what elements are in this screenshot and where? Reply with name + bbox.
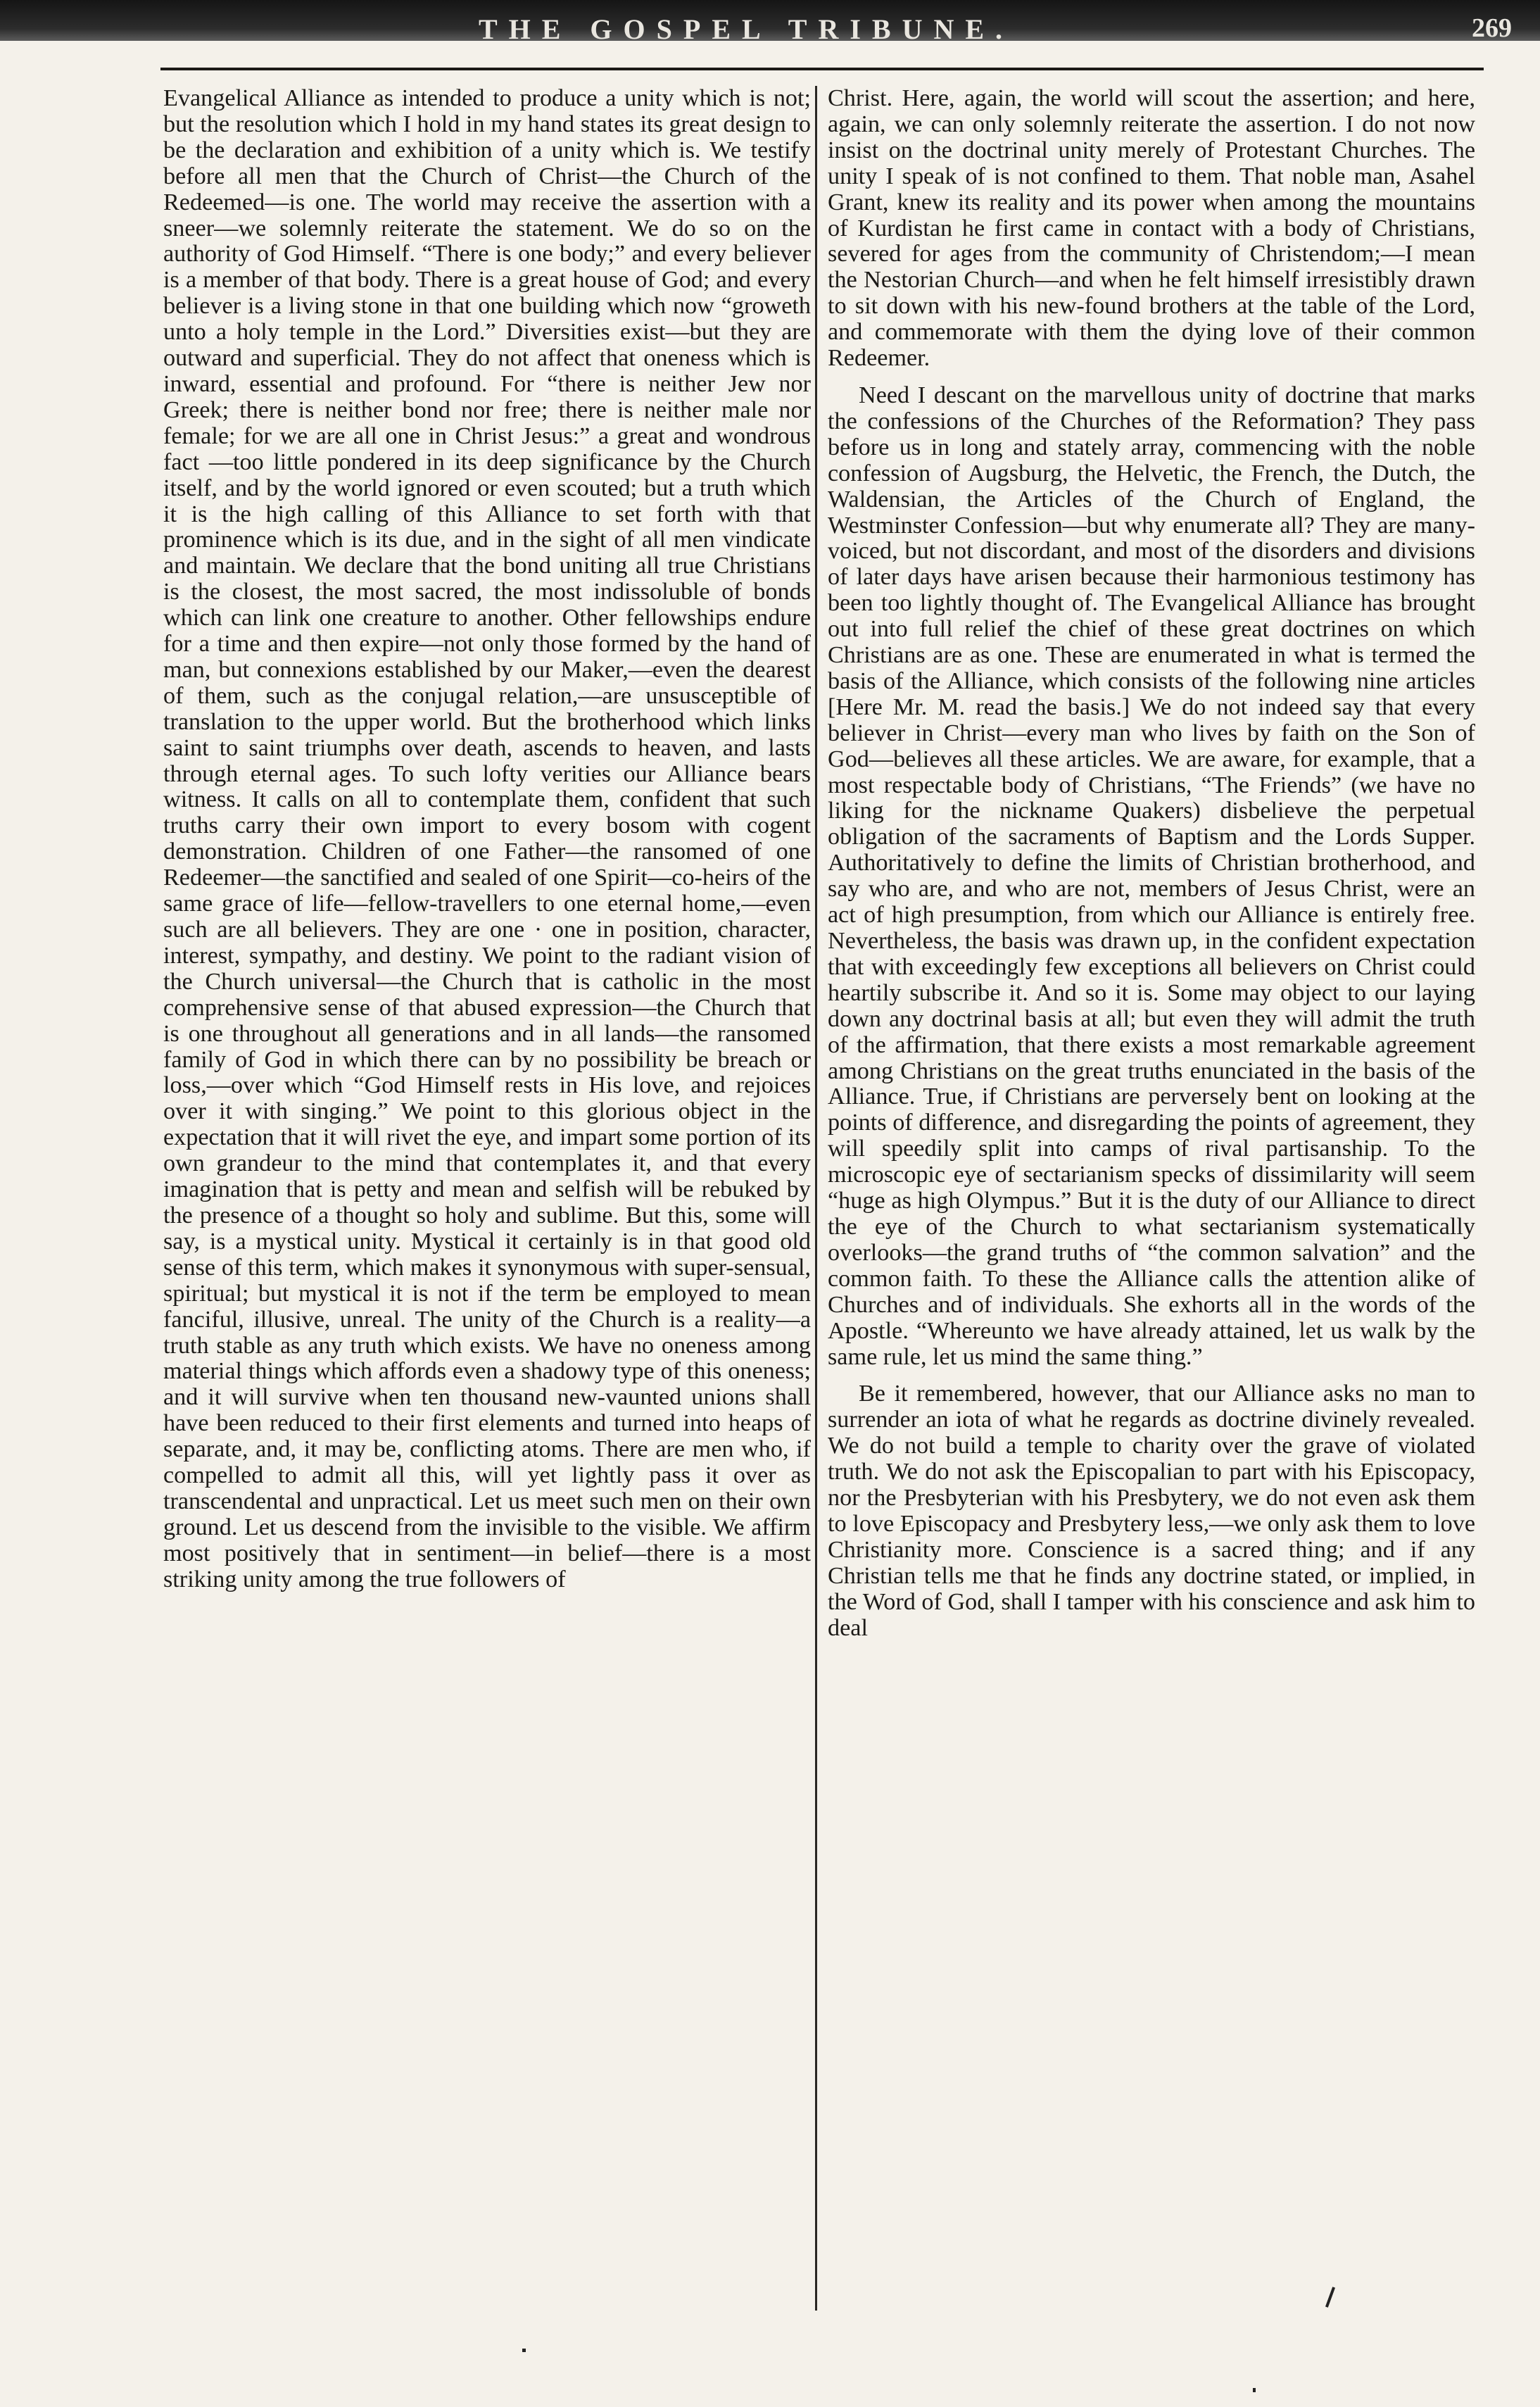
left-paragraph-1: Evangelical Alliance as intended to produce a unity which is not; but the resolution which I hold in my hand states its great design to be the declaration and exhibition of a unity which is. We testify before all men that the Church of Christ—the Church of the Redeemed—is one. The world may receive the assertion with a sneer—we solemnly reiterate the statement. We do so on the authority of God Himself. “There is one body;” and every believer is a member of that body. There is a great house of God; and every believer is a living stone in that one building which now “groweth unto a holy temple in the Lord.” Diversities exist—but they are outward and superficial. They do not affect that oneness which is inward, essential and profound. For “there is neither Jew nor Greek; there is neither bond nor free; there is neither male nor female; for we are all one in Christ Jesus:” a great and wondrous fact —too little pondered in its deep significance by the Church itself, and by the world ignored or even scouted; but a truth which it is the high calling of this Alliance to set forth with that prominence which is its due, and in the sight of all men vindicate and maintain. We declare that the bond uniting all true Christians is the closest, the most sacred, the most indissoluble of bonds which can link one creature to another. Other fellowships endure for a time and then expire—not only those formed by the hand of man, but connexions established by our Maker,—even the dearest of them, such as the conjugal relation,—are unsusceptible of translation to the upper world. But the brotherhood which links saint to saint triumphs over death, ascends to heaven, and lasts through eternal ages. To such lofty verities our Alliance bears witness. It calls on all to contemplate them, confident that such truths carry their own import to every bosom with cogent demonstration. Children of one Father—the ransomed of one Redeemer—the sanctified and sealed of one Spirit—co-heirs of the same grace of life—fellow-travellers to one eternal home,—even such are all believers. They are one · one in position, character, interest, sympathy, and destiny. We point to the radiant vision of the Church universal—the Church that is catholic in the most comprehensive sense of that abused expression—the Church that is one throughout all generations and in all lands—the ransomed family of God in which there can by no possibility be breach or loss,—over which “God Himself rests in His love, and rejoices over it with singing.” We point to this glorious object in the expectation that it will rivet the eye, and impart some portion of its own grandeur to the mind that contemplates it, and that every imagination that is petty and mean and selfish will be rebuked by the presence of a thought so holy and sublime. But this, some will say, is a mystical unity. Mystical it certainly is in that good old sense of this term, which makes it synonymous with super-sensual, spiritual; but mystical it is not if the term be employed to mean fanciful, illusive, unreal. The unity of the Church is a reality—a truth stable as any truth which exists. We have no oneness among material things which affords even a shadowy type of this oneness; and it will survive when ten thousand new-vaunted unions shall have been reduced to their first elements and turned into heaps of separate, and, it may be, conflicting atoms. There are men who, if compelled to admit all this, will yet lightly pass it over as transcendental and unpractical. Let us meet such men on their own ground. Let us descend from the invisible to the visible. We affirm most positively that in sentiment—in belief—there is a most striking unity among the true followers of	[163, 86, 811, 1592]
print-speck	[1253, 2388, 1256, 2392]
right-paragraph-2: Need I descant on the marvellous unity of doctrine that marks the confessions of the Churches of the Reformation? They pass before us in long and stately array, commencing with the noble confession of Augsburg, the Helvetic, the French, the Dutch, the Waldensian, the Articles of the Church of England, the Westminster Confession—but why enumerate all? They are many-voiced, but not discordant, and most of the disorders and divisions of later days have arisen because their harmonious testimony has been too lightly thought of. The Evangelical Alliance has brought out into full relief the chief of these great doctrines on which Christians are as one. These are enumerated in what is termed the basis of the Alliance, which consists of the following nine articles [Here Mr. M. read the basis.] We do not indeed say that every believer in Christ—every man who lives by faith on the Son of God—believes all these articles. We are aware, for example, that a most respectable body of Christians, “The Friends” (we have no liking for the nickname Quakers) disbelieve the perpetual obligation of the sacraments of Baptism and the Lords Supper. Authoritatively to define the limits of Christian brotherhood, and say who are, and who are not, members of Jesus Christ, were an act of high presumption, from which our Alliance is entirely free. Nevertheless, the basis was drawn up, in the confident expectation that with exceedingly few exceptions all believers on Christ could heartily subscribe it. And so it is. Some may object to our laying down any doctrinal basis at all; but even they will admit the truth of the affirmation, that there exists a most remarkable agreement among Christians on the great truths enunciated in the basis of the Alliance. True, if Christians are perversely bent on looking at the points of difference, and disregarding the points of agreement, they will speedily split into camps of rival partisanship. To the microscopic eye of sectarianism specks of dissimilarity will seem “huge as high Olympus.” But it is the duty of our Alliance to direct the eye of the Church to what sectarianism systematically overlooks—the grand truths of “the common salvation” and the common faith. To these the Alliance calls the attention alike of Churches and of individuals. She exhorts all in the words of the Apostle. “Whereunto we have already attained, let us walk by the same rule, let us mind the same thing.”	[828, 382, 1475, 1370]
left-column	[163, 86, 811, 2339]
column-divider	[815, 86, 817, 2311]
running-title: THE GOSPEL TRIBUNE.	[478, 13, 1014, 45]
page-number: 269	[1472, 13, 1512, 43]
print-speck	[522, 2349, 526, 2352]
right-paragraph-1: Christ. Here, again, the world will scout the assertion; and here, again, we can only solemnly reiterate the assertion. I do not now insist on the doctrinal unity merely of Protestant Churches. The unity I speak of is not confined to them. That noble man, Asahel Grant, knew its reality and its power when among the mountains of Kurdistan he first came in contact with a body of Christians, severed for ages from the community of Christendom;—I mean the Nestorian Church—and when he felt himself irresistibly drawn to sit down with his new-found brothers at the table of the Lord, and commemorate with them the dying love of their common Redeemer.	[828, 86, 1475, 372]
header-rule	[160, 68, 1484, 70]
right-paragraph-3: Be it remembered, however, that our Alliance asks no man to surrender an iota of what he regards as doctrine divinely revealed. We do not build a temple to charity over the grave of violated truth. We do not ask the Episcopalian to part with his Episcopacy, nor the Presbyterian with his Presbytery, we do not even ask them to love Episcopacy and Presbytery less,—we only ask them to love Christianity more. Conscience is a sacred thing; and if any Christian tells me that he finds any doctrine stated, or implied, in the Word of God, shall I tamper with his conscience and ask him to deal	[828, 1381, 1475, 1641]
right-column	[828, 86, 1475, 2339]
